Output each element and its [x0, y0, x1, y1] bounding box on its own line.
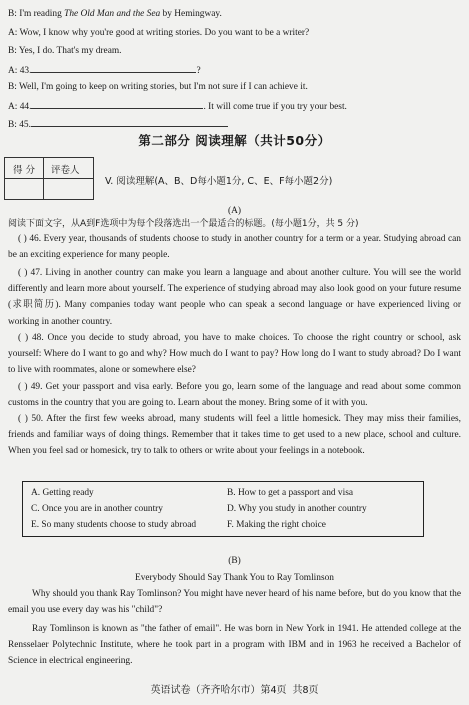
option-f: F. Making the right choice: [227, 520, 326, 530]
blank-43-end: ?: [196, 66, 201, 76]
dialog-line-44: [8, 99, 461, 113]
option-d: D. Why you study in another country: [227, 504, 367, 514]
score-label: 得 分: [13, 165, 36, 176]
grader-label: 评卷人: [51, 165, 80, 176]
page-footer: 英语试卷（齐齐哈尔市）第4页 共8页: [150, 685, 319, 696]
blank-43[interactable]: [31, 63, 196, 73]
part-a-label: (A): [227, 206, 241, 216]
option-e: E. So many students choose to study abroad: [31, 520, 197, 530]
paragraph-50: ( ) 50. After the first few weeks abroad, many students will feel a little homesick. They may miss their families, friends and familiar ways of doing things. Remember that it takes time to get used to a new place, school and culture. When you feel sad or homesick, try to talk to others or write about your feelings in a notebook.: [8, 414, 461, 457]
blank-45-label: B: 45.: [8, 120, 31, 130]
option-c: C. Once you are in another country: [31, 504, 163, 514]
blank-44[interactable]: [31, 99, 203, 109]
paragraph-47: ( ) 47. Living in another country can make you learn a language and about another culture. You will see the world differently and learn more about yourself. The experience of studying abroad may also look good on your future resume (求职简历). Many companies today want people who can speak a second language or have experienced living or working in another country.: [8, 268, 461, 327]
dialog-line-43: [8, 63, 461, 77]
paragraph-46: ( ) 46. Every year, thousands of students choose to study in another country for a term or a year. Studying abroad can be an exciting experience for many people.: [8, 234, 461, 261]
blank-44-label: A: 44.: [8, 102, 32, 112]
blank-45[interactable]: [31, 117, 228, 127]
part-b-title: Everybody Should Say Thank You to Ray Tomlinson: [134, 573, 334, 583]
dialog-line-b3: B: Well, I'm going to keep on writing stories, but I'm not sure if I can achieve it.: [8, 82, 308, 92]
dialog-line-b1: B: I'm reading The Old Man and the Sea by Hemingway.: [8, 9, 222, 19]
paragraph-49: ( ) 49. Get your passport and visa early. Before you go, learn some of the language and read about some common customs in the country that you are going to. Learn about the money. Bring some of it with you.: [8, 382, 461, 409]
section-title: 第二部分 阅读理解（共计50分）: [138, 133, 331, 148]
book-title: The Old Man and the Sea: [64, 9, 161, 19]
option-b: B. How to get a passport and visa: [227, 488, 354, 498]
part-b-paragraph-1: Why should you thank Ray Tomlinson? You might have never heard of his name before, but do you know that the email you use every day was his "child"?: [8, 589, 461, 616]
score-table: [4, 157, 94, 200]
part-b-paragraph-2: Ray Tomlinson is known as "the father of email". He was born in New York in 1941. He attended college at the Rensselaer Polytechnic Institute, where he took part in a program with IBM and in 1963 he received a Bachelor of Science in electrical engineering.: [8, 624, 461, 667]
dialog-line-45: [8, 117, 461, 131]
blank-44-end: . It will come true if you try your best.: [203, 102, 347, 112]
options-box: [22, 481, 424, 537]
blank-43-label: A: 43.: [8, 66, 32, 76]
part-b-label: (B): [228, 556, 241, 566]
paragraph-48: ( ) 48. Once you decide to study abroad, you have to make choices. To choose the right country or school, ask yourself: Where do I want to go and why? How much do I want to pay? How long do I want to study abroad? Do I want to live with roommates, alone or somewhere else?: [8, 333, 461, 376]
part-a-direction: 阅读下面文字，从A到F选项中为每个段落选出一个最适合的标题。(每小题1分，共 5 分): [8, 219, 359, 229]
dialog-line-a1: A: Wow, I know why you're good at writing stories. Do you want to be a writer?: [8, 28, 310, 38]
option-a: A. Getting ready: [31, 488, 94, 498]
dialog-line-b2: B: Yes, I do. That's my dream.: [8, 46, 122, 56]
instruction: V. 阅读理解(A、B、D每小题1分, C、E、F每小题2分): [105, 176, 333, 187]
